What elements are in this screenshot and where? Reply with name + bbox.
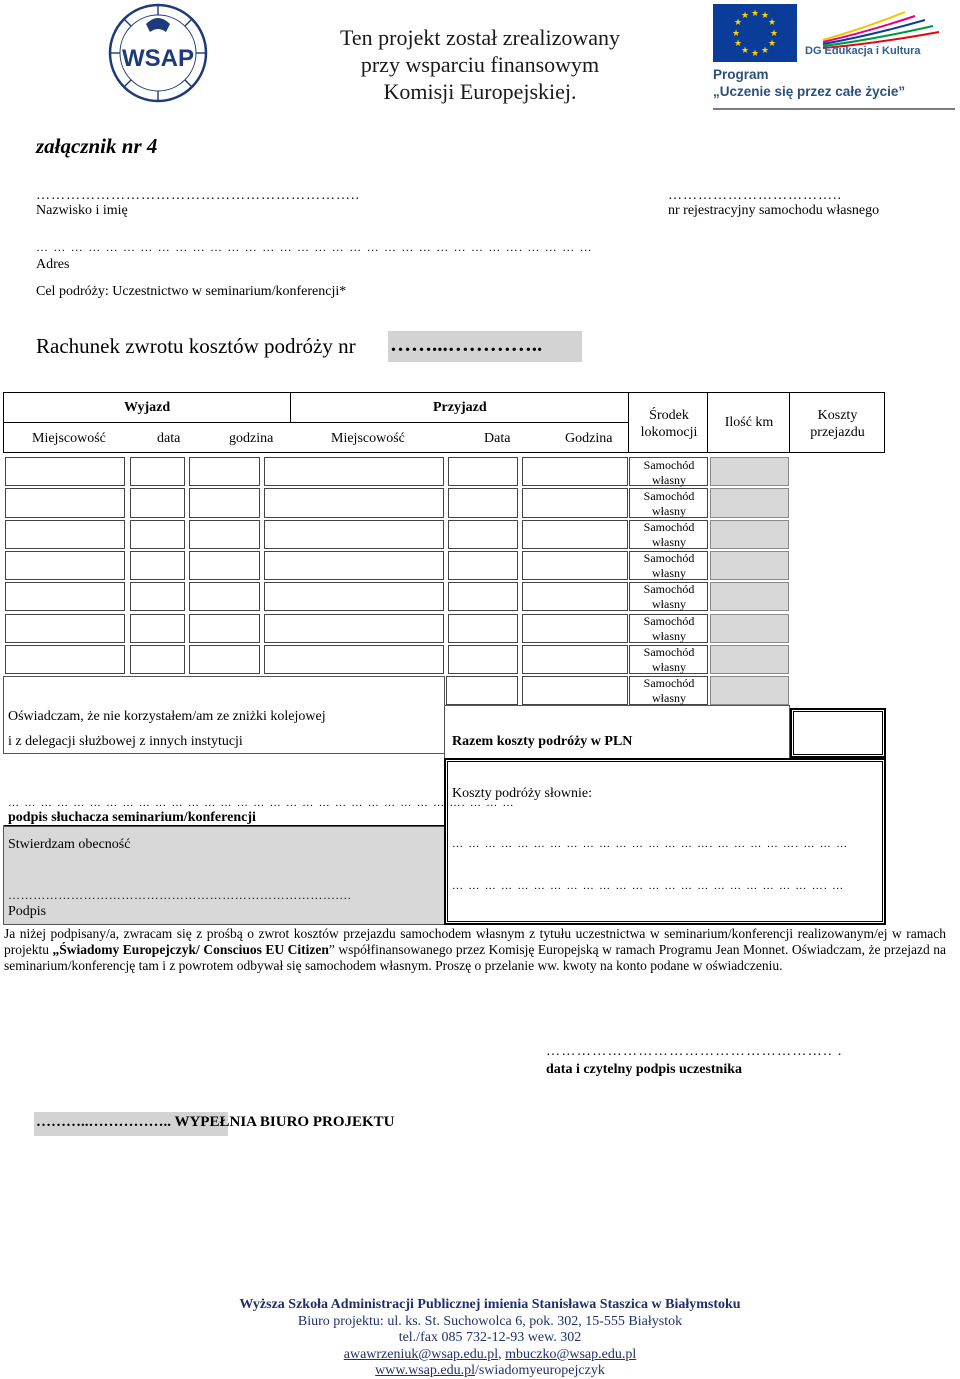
svg-text:★: ★: [750, 49, 760, 59]
footer-emails: awawrzeniuk@wsap.edu.pl, mbuczko@wsap.edu.pl: [343, 1346, 637, 1362]
col-header-arrival-date: Data: [484, 431, 511, 446]
declaration-line: Oświadczam, że nie korzystałem/am ze zniżki kolejowej: [8, 709, 326, 724]
cost-in-words-dots: … … … … … … … … … … … … … … … …. … … … … …. … … …: [452, 838, 849, 850]
travel-cell[interactable]: [189, 645, 260, 674]
participant-final-signature-dots[interactable]: ……………………………………………….. .: [546, 1044, 843, 1059]
travel-cell[interactable]: [5, 520, 125, 549]
km-cell[interactable]: [710, 676, 789, 705]
travel-cell[interactable]: [130, 551, 185, 580]
km-cell[interactable]: [710, 582, 789, 611]
travel-cell[interactable]: [448, 488, 518, 517]
travel-cell[interactable]: [522, 614, 628, 643]
travel-cell[interactable]: [264, 457, 444, 486]
travel-cell[interactable]: [130, 614, 185, 643]
departure-header: Wyjazd: [124, 400, 171, 415]
travel-cell[interactable]: [448, 645, 518, 674]
registration-dots[interactable]: ……………………………..: [668, 188, 842, 203]
km-cell[interactable]: [710, 520, 789, 549]
travel-cell[interactable]: [448, 520, 518, 549]
footer-school: Wyższa Szkoła Administracji Publicznej imienia Stanisława Staszica w Białymstoku: [239, 1297, 741, 1312]
travel-cell[interactable]: [130, 645, 185, 674]
transport-cell: Samochód własny: [643, 458, 695, 487]
travel-cell[interactable]: [522, 645, 628, 674]
website-link[interactable]: www.wsap.edu.pl: [375, 1363, 475, 1378]
km-cell[interactable]: [710, 645, 789, 674]
title-number-dots: ……...…………..: [390, 332, 543, 356]
travel-cell[interactable]: [522, 551, 628, 580]
transport-cell: Samochód własny: [643, 582, 695, 611]
svg-text:★: ★: [733, 39, 743, 49]
svg-text:★: ★: [750, 9, 760, 19]
program-label: [713, 66, 905, 100]
travel-cell[interactable]: [522, 488, 628, 517]
km-cell[interactable]: [710, 614, 789, 643]
col-header-transport: Środek lokomocji: [640, 408, 698, 440]
statement-paragraph: [4, 926, 946, 974]
office-dots: ………..……………..: [36, 1114, 171, 1130]
travel-cell[interactable]: [130, 457, 185, 486]
travel-cell[interactable]: [189, 614, 260, 643]
funding-line: Ten projekt został zrealizowany: [339, 25, 621, 50]
travel-cell[interactable]: [130, 488, 185, 517]
travel-cell[interactable]: [522, 457, 628, 486]
address-label: Adres: [36, 257, 70, 272]
eu-flag-icon: [713, 4, 797, 62]
registration-label: nr rejestracyjny samochodu własnego: [668, 203, 880, 218]
program-line: Program: [713, 67, 769, 82]
statement-text: Ja niżej podpisany/a, zwracam się z prośbą o zwrot kosztów przejazdu samochodem własnym z tytułu uczestnictwa w seminarium/konferencji realizowanym/ej w ramach projektu: [4, 926, 946, 957]
svg-text:★: ★: [760, 11, 770, 21]
participant-signature-dots: … … … … … … … … … … … … … … … … … … … … … … … … … … … …. … … …: [8, 797, 515, 809]
col-header-departure-date: data: [157, 431, 181, 446]
arrival-header: Przyjazd: [433, 400, 487, 415]
participant-final-signature-label: data i czytelny podpis uczestnika: [546, 1062, 743, 1077]
cost-in-words-label: Koszty podróży słownie:: [452, 786, 592, 801]
office-label: WYPEŁNIA BIURO PROJEKTU: [171, 1114, 395, 1130]
svg-text:WSAP: WSAP: [122, 45, 194, 72]
total-row-frame: [444, 705, 790, 759]
svg-text:★: ★: [767, 39, 777, 49]
travel-cell[interactable]: [189, 457, 260, 486]
col-header-departure-place: Miejscowość: [32, 431, 106, 446]
travel-cell[interactable]: [522, 520, 628, 549]
km-cell[interactable]: [710, 488, 789, 517]
funding-line: przy wsparciu finansowym: [360, 52, 600, 77]
travel-cell[interactable]: [264, 520, 444, 549]
footer-phone: tel./fax 085 732-12-93 wew. 302: [398, 1330, 582, 1345]
travel-cell[interactable]: [5, 645, 125, 674]
participant-signature-label: podpis słuchacza seminarium/konferencji: [8, 810, 256, 825]
svg-text:★: ★: [769, 29, 779, 39]
travel-cell[interactable]: [448, 614, 518, 643]
attendance-label: Stwierdzam obecność: [8, 837, 131, 852]
attachment-label: załącznik nr 4: [36, 134, 158, 158]
travel-cell[interactable]: [5, 488, 125, 517]
dg-label: DG Edukacja i Kultura: [805, 45, 921, 57]
office-use-label: [36, 1114, 395, 1131]
attendance-signature-label: Podpis: [8, 904, 47, 919]
travel-cell[interactable]: [448, 551, 518, 580]
transport-cell: Samochód własny: [643, 551, 695, 580]
total-cost-inner: [793, 711, 883, 755]
name-dots[interactable]: ………………………………………………………..: [36, 188, 360, 203]
col-header-arrival-place: Miejscowość: [331, 431, 405, 446]
travel-cell[interactable]: [264, 551, 444, 580]
address-dots[interactable]: … … … … … … … … … … … … … … … … … … … … … … … … … … … …. … … … …: [36, 240, 593, 254]
svg-text:★: ★: [731, 29, 741, 39]
travel-cell[interactable]: [448, 457, 518, 486]
travel-cell[interactable]: [189, 582, 260, 611]
travel-cell[interactable]: [5, 551, 125, 580]
travel-cell[interactable]: [446, 676, 518, 705]
travel-cell[interactable]: [130, 520, 185, 549]
statement-text: ” współfinansowanego przez Komisję Europejską w ramach Programu Jean Monnet. Oświadczam, że przejazd na seminarium/konferencję tam i z powrotem odbywał się samochodem własnym. Proszę o przelanie ww. kwoty na konto podane w oświadczeniu.: [4, 942, 946, 973]
attendance-signature-dots: …………………………………………………………………….…: [8, 888, 352, 902]
transport-cell: Samochód własny: [643, 645, 695, 674]
travel-cell[interactable]: [264, 582, 444, 611]
footer: [180, 1297, 800, 1379]
project-name: „Świadomy Europejczyk/ Consciuos EU Citizen: [52, 942, 329, 957]
transport-cell: Samochód własny: [643, 489, 695, 518]
travel-cell[interactable]: [189, 488, 260, 517]
footer-office: Biuro projektu: ul. ks. St. Suchowolca 6, pok. 302, 15-555 Białystok: [297, 1313, 683, 1329]
svg-text:★: ★: [733, 18, 743, 28]
travel-cell[interactable]: [448, 582, 518, 611]
travel-cell[interactable]: [522, 582, 628, 611]
km-cell[interactable]: [710, 551, 789, 580]
svg-text:★: ★: [767, 18, 777, 28]
travel-cell[interactable]: [5, 582, 125, 611]
col-header-arrival-time: Godzina: [565, 431, 613, 446]
col-header-cost: Koszty przejazdu: [810, 408, 865, 440]
travel-cell[interactable]: [5, 614, 125, 643]
email-link[interactable]: awawrzeniuk@wsap.edu.pl: [343, 1346, 499, 1362]
km-cell[interactable]: [710, 457, 789, 486]
col-header-departure-time: godzina: [229, 431, 274, 446]
cost-in-words-dots: … … … … … … … … … … … … … … … … … … … … … … …. …: [452, 880, 845, 892]
trip-purpose: Cel podróży: Uczestnictwo w seminarium/konferencji*: [36, 284, 347, 299]
email-link[interactable]: mbuczko@wsap.edu.pl: [505, 1346, 637, 1362]
travel-cell[interactable]: [522, 676, 628, 705]
travel-cell[interactable]: [264, 488, 444, 517]
transport-cell: Samochód własny: [643, 614, 695, 643]
travel-cell[interactable]: [130, 582, 185, 611]
travel-cell[interactable]: [189, 520, 260, 549]
svg-text:★: ★: [740, 11, 750, 21]
svg-text:★: ★: [760, 46, 770, 56]
transport-cell: Samochód własny: [643, 676, 695, 705]
footer-web: www.wsap.edu.pl/swiadomyeuropejczyk: [375, 1363, 605, 1378]
col-header-km: Ilość km: [724, 415, 774, 430]
svg-text:★: ★: [740, 46, 750, 56]
funding-notice: [300, 24, 660, 105]
travel-cell[interactable]: [189, 551, 260, 580]
travel-cell[interactable]: [264, 645, 444, 674]
wsap-logo: [106, 2, 210, 104]
program-line: „Uczenie się przez całe życie”: [713, 84, 906, 99]
declaration-line: i z delegacji służbowej z innych instytucji: [8, 734, 243, 749]
travel-cell[interactable]: [264, 614, 444, 643]
total-cost-label: Razem koszty podróży w PLN: [452, 734, 633, 749]
page-title: Rachunek zwrotu kosztów podróży nr: [36, 334, 356, 358]
transport-cell: Samochód własny: [643, 520, 695, 549]
funding-line: Komisji Europejskiej.: [383, 79, 577, 104]
name-label: Nazwisko i imię: [36, 203, 128, 218]
travel-cell[interactable]: [5, 457, 125, 486]
header-divider: [713, 108, 955, 110]
